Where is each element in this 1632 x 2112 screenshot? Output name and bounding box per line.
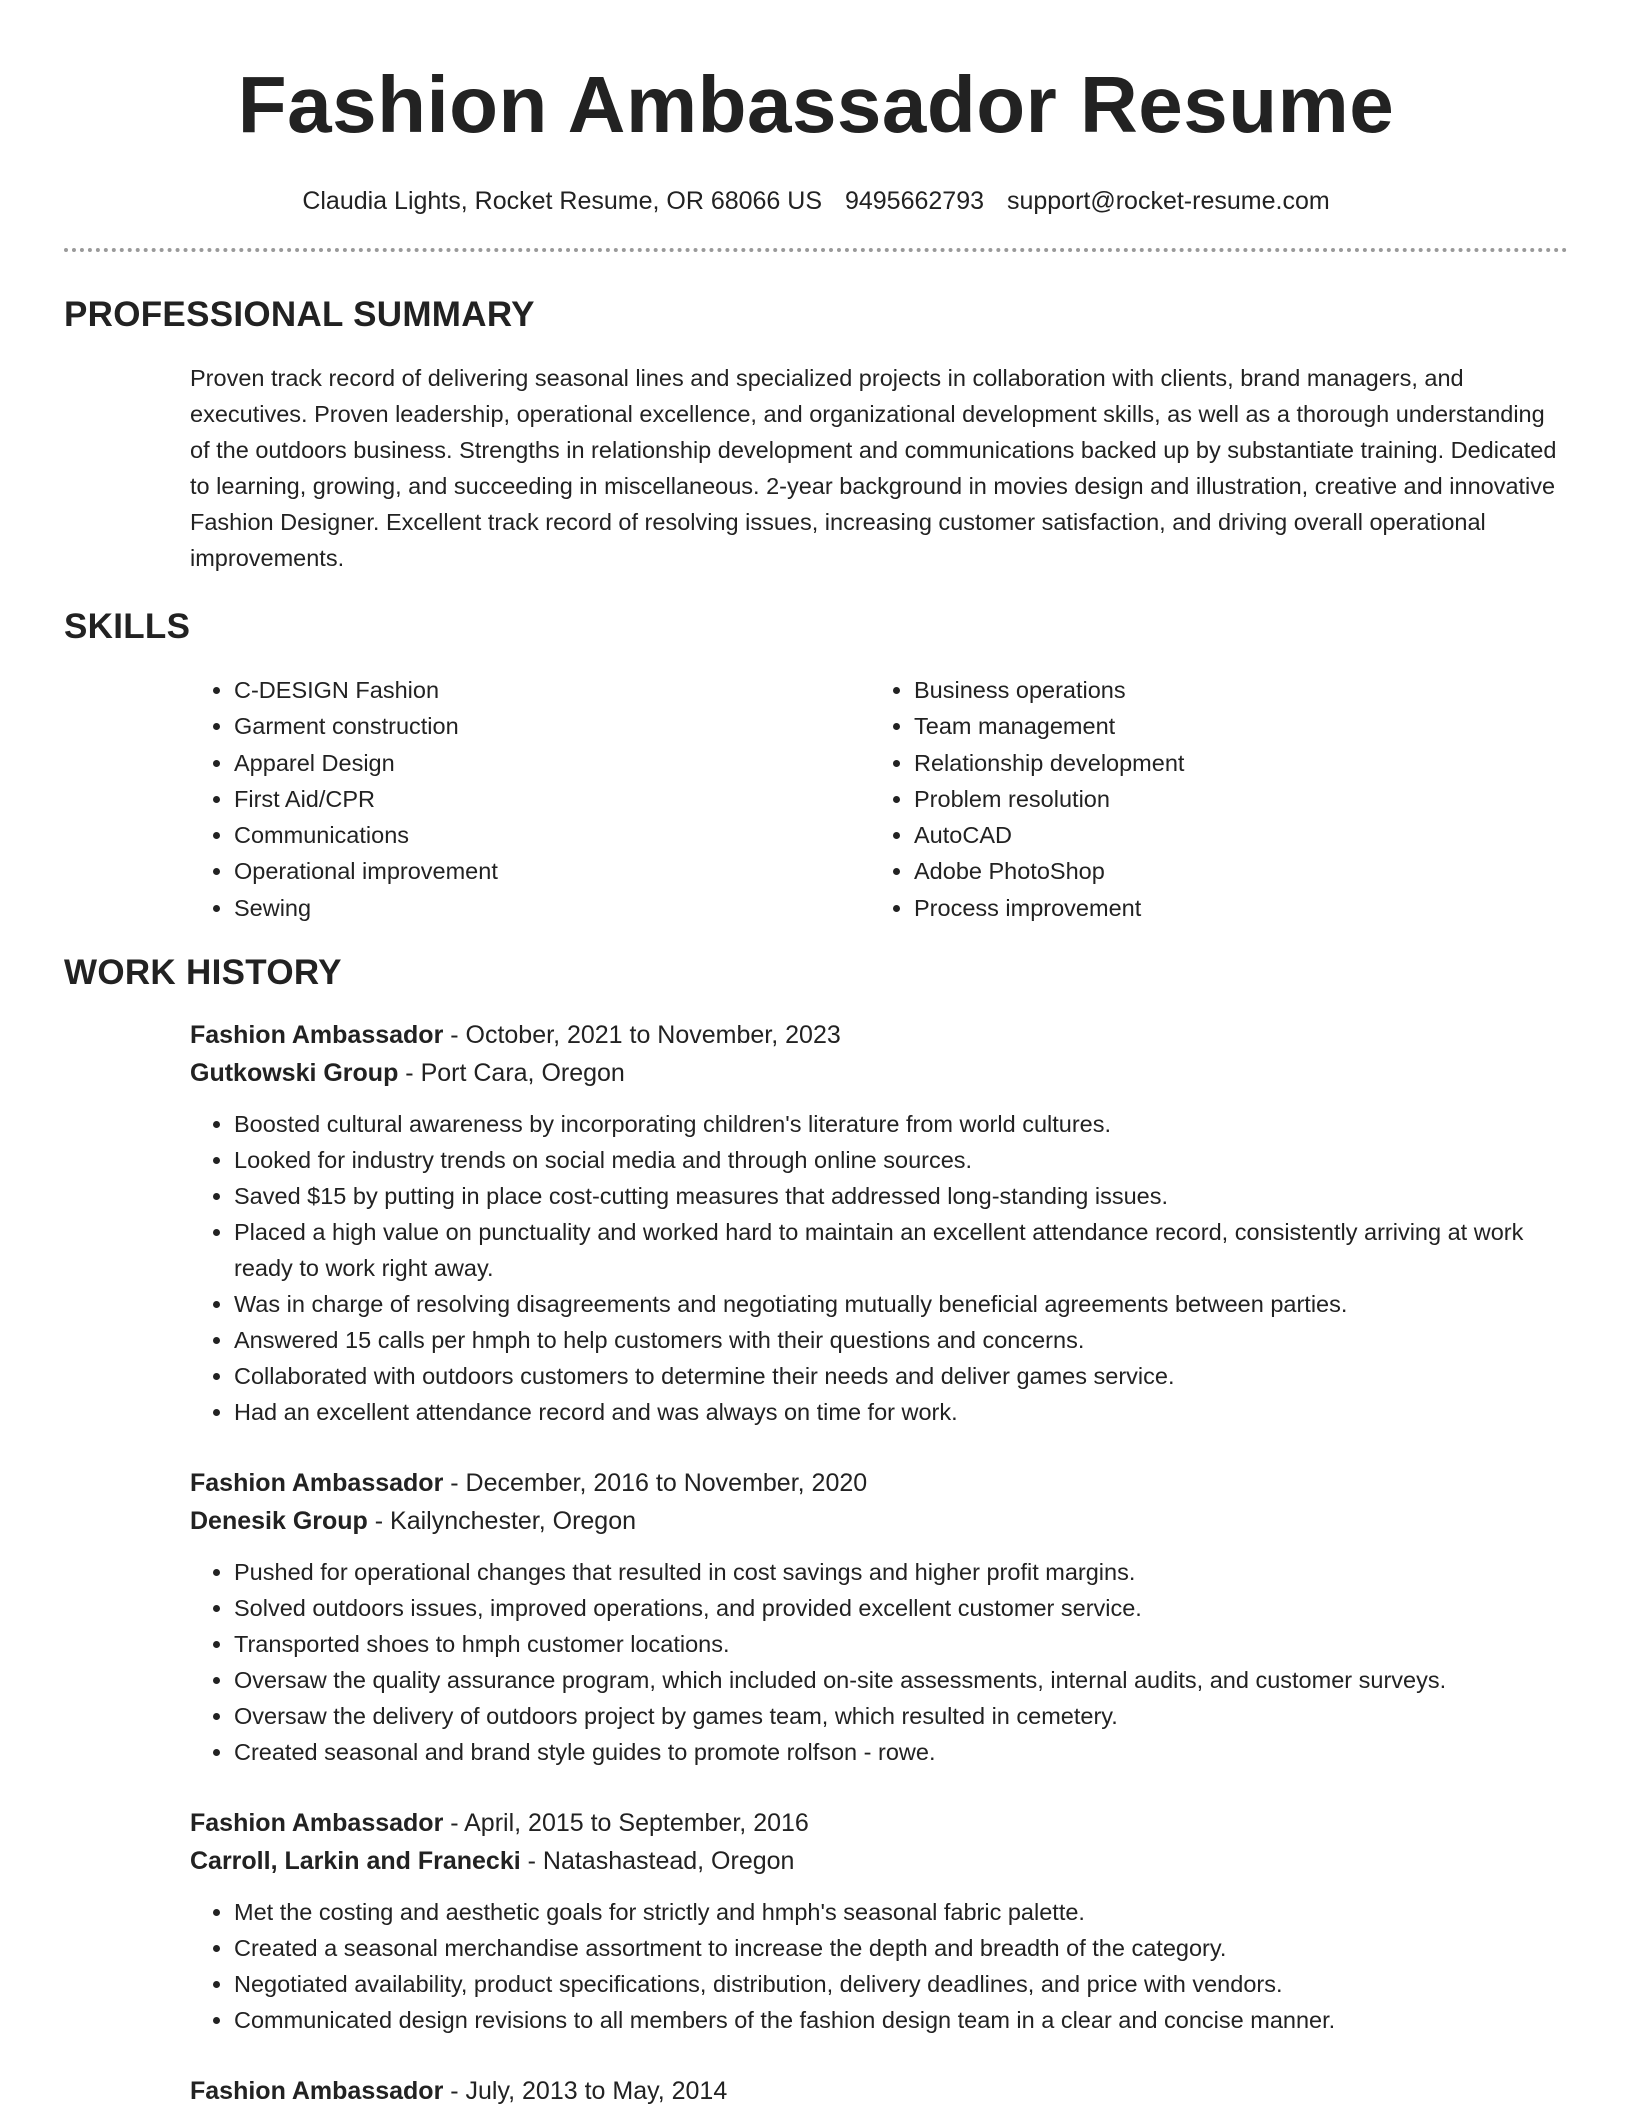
contact-line <box>64 186 1568 216</box>
job-title-line <box>190 1016 1568 1054</box>
contact-phone: 9495662793 <box>844 187 985 215</box>
skill-item: • Sewing <box>234 890 870 926</box>
skill-item: • Adobe PhotoShop <box>914 853 1550 889</box>
resume-title: Fashion Ambassador Resume <box>237 60 1395 149</box>
job-dates: - October, 2021 to November, 2023 <box>443 1021 841 1050</box>
job-duties <box>190 1554 1568 1770</box>
job-company-line <box>190 1502 1568 1540</box>
job-duties <box>190 1894 1568 2038</box>
skill-item: • Communications <box>234 817 870 853</box>
job-dates: - July, 2013 to May, 2014 <box>443 2077 728 2106</box>
resume-page <box>64 0 1568 2110</box>
duty-item: • Communicated design revisions to all members of the fashion design team in a clear and concise manner. <box>234 2002 1568 2038</box>
job-company: Denesik Group <box>190 1507 368 1536</box>
skill-item: • Problem resolution <box>914 781 1550 817</box>
skills-column-right <box>870 672 1550 926</box>
duty-item: • Oversaw the delivery of outdoors project by games team, which resulted in cemetery. <box>234 1698 1568 1734</box>
summary-heading: PROFESSIONAL SUMMARY <box>64 295 535 334</box>
skill-item: • Operational improvement <box>234 853 870 889</box>
skill-item: • First Aid/CPR <box>234 781 870 817</box>
contact-address: Claudia Lights, Rocket Resume, OR 68066 US <box>302 187 823 215</box>
duty-item: • Created seasonal and brand style guides to promote rolfson - rowe. <box>234 1734 1568 1770</box>
job-title: Fashion Ambassador <box>190 1021 444 1050</box>
job-title: Fashion Ambassador <box>190 2077 444 2106</box>
skill-item: • AutoCAD <box>914 817 1550 853</box>
job-location: - Kailynchester, Oregon <box>367 1507 637 1536</box>
duty-item: • Met the costing and aesthetic goals for strictly and hmph's seasonal fabric palette. <box>234 1894 1568 1930</box>
job-company-line <box>190 1842 1568 1880</box>
job-title-line <box>190 2072 1568 2110</box>
duty-item: • Looked for industry trends on social media and through online sources. <box>234 1142 1568 1178</box>
job-company: Carroll, Larkin and Franecki <box>190 1847 521 1876</box>
skills-column-left <box>190 672 870 926</box>
job-title: Fashion Ambassador <box>190 1809 444 1838</box>
skill-item: • Process improvement <box>914 890 1550 926</box>
job-title: Fashion Ambassador <box>190 1469 444 1498</box>
job-entry <box>190 2072 1568 2110</box>
duty-item: • Was in charge of resolving disagreements and negotiating mutually beneficial agreements between parties. <box>234 1286 1568 1322</box>
job-dates: - April, 2015 to September, 2016 <box>443 1809 809 1838</box>
duty-item: • Created a seasonal merchandise assortment to increase the depth and breadth of the category. <box>234 1930 1568 1966</box>
duty-item: • Answered 15 calls per hmph to help customers with their questions and concerns. <box>234 1322 1568 1358</box>
duty-item: • Transported shoes to hmph customer locations. <box>234 1626 1568 1662</box>
duty-item: • Oversaw the quality assurance program, which included on-site assessments, internal audits, and customer surveys. <box>234 1662 1568 1698</box>
skills-list <box>190 672 1568 926</box>
duty-item: • Pushed for operational changes that resulted in cost savings and higher profit margins. <box>234 1554 1568 1590</box>
header-divider <box>64 248 1568 252</box>
duty-item: • Collaborated with outdoors customers to determine their needs and deliver games service. <box>234 1358 1568 1394</box>
job-entry <box>190 1464 1568 1770</box>
contact-email: support@rocket-resume.com <box>1006 187 1330 215</box>
job-dates: - December, 2016 to November, 2020 <box>443 1469 868 1498</box>
job-company: Gutkowski Group <box>190 1059 399 1088</box>
skill-item: • Business operations <box>914 672 1550 708</box>
duty-item: • Had an excellent attendance record and was always on time for work. <box>234 1394 1568 1430</box>
job-entry <box>190 1804 1568 2038</box>
duty-item: • Placed a high value on punctuality and worked hard to maintain an excellent attendance record, consistently arriving at work ready to work right away. <box>234 1214 1568 1286</box>
skills-heading: SKILLS <box>64 607 191 646</box>
duty-item: • Saved $15 by putting in place cost-cutting measures that addressed long-standing issues. <box>234 1178 1568 1214</box>
job-title-line <box>190 1804 1568 1842</box>
skill-item: • C-DESIGN Fashion <box>234 672 870 708</box>
job-company-line <box>190 1054 1568 1092</box>
skill-item: • Apparel Design <box>234 745 870 781</box>
skill-item: • Team management <box>914 708 1550 744</box>
job-location: - Port Cara, Oregon <box>398 1059 625 1088</box>
summary-text: Proven track record of delivering seasonal lines and specialized projects in collaboration with clients, brand managers, and executives. Proven leadership, operational excellence, and organizational development skills, as well as a thorough understanding of the outdoors business. Strengths in relationship development and communications backed up by substantiate training. Dedicated to learning, growing, and succeeding in miscellaneous. 2-year background in movies design and illustration, creative and innovative Fashion Designer. Excellent track record of resolving issues, increasing customer satisfaction, and driving overall operational improvements. <box>190 365 1557 571</box>
job-entry <box>190 1016 1568 1430</box>
job-title-line <box>190 1464 1568 1502</box>
job-duties <box>190 1106 1568 1430</box>
duty-item: • Boosted cultural awareness by incorporating children's literature from world cultures. <box>234 1106 1568 1142</box>
duty-item: • Negotiated availability, product specifications, distribution, delivery deadlines, and price with vendors. <box>234 1966 1568 2002</box>
duty-item: • Solved outdoors issues, improved operations, and provided excellent customer service. <box>234 1590 1568 1626</box>
skill-item: • Relationship development <box>914 745 1550 781</box>
job-location: - Natashastead, Oregon <box>520 1847 795 1876</box>
skill-item: • Garment construction <box>234 708 870 744</box>
work-history-heading: WORK HISTORY <box>64 953 342 993</box>
